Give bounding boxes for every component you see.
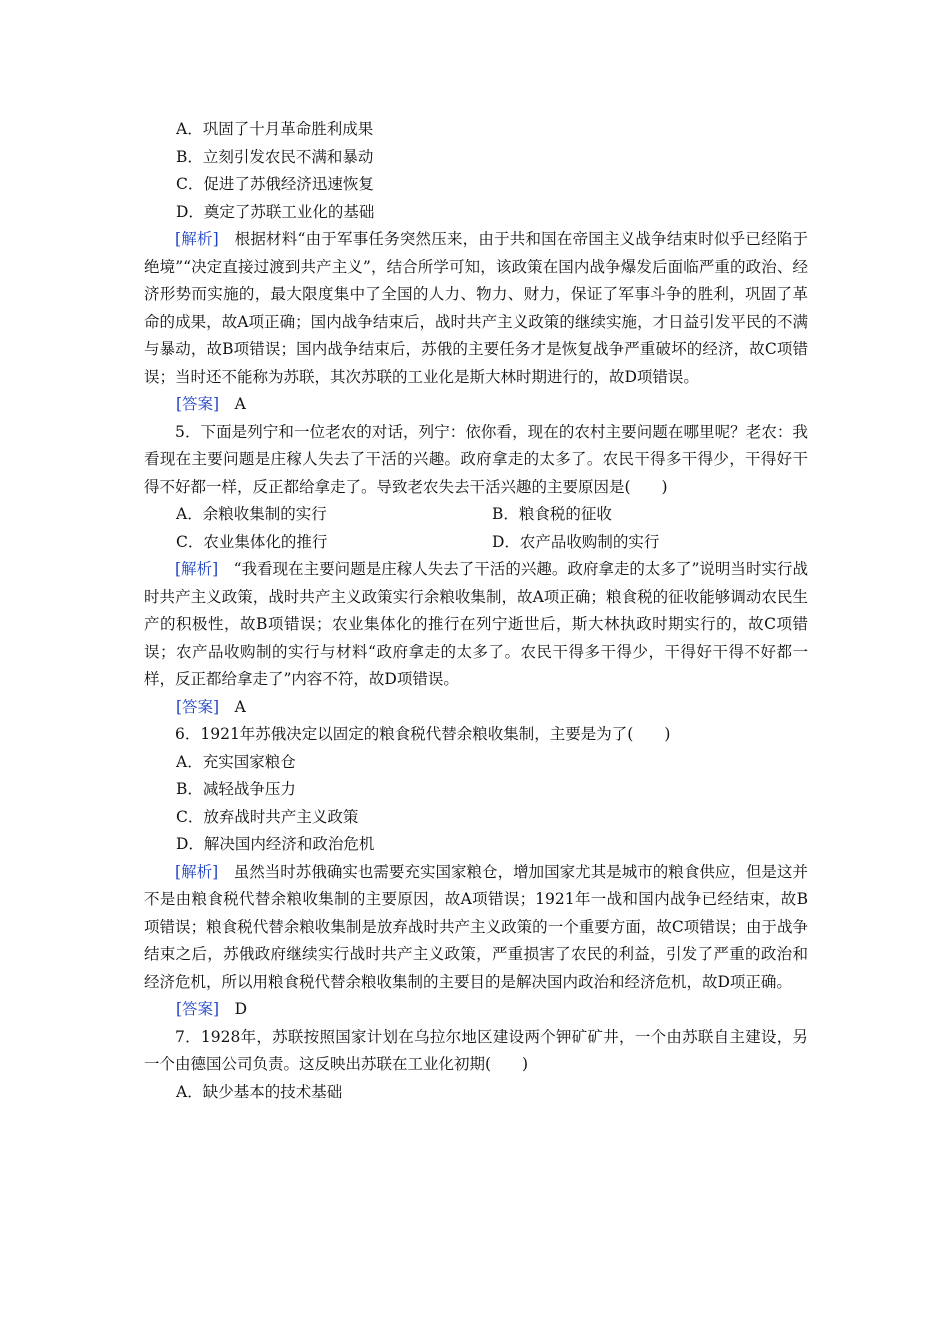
- question-7: [144, 1024, 808, 1107]
- analysis: [144, 556, 808, 694]
- analysis-text: 根据材料“由于军事任务突然压来，由于共和国在帝国主义战争结束时似乎已经陷于绝境”“决定直接过渡到共产主义”，结合所学可知，该政策在国内战争爆发后面临严重的政治、经济形势而实施的，最大限度集中了全国的人力、物力、财力，保证了军事斗争的胜利，巩固了革命的成果，故A项正确；国内战争结束后，战时共产主义政策的继续实施，才日益引发平民的不满与暴动，故B项错误；国内战争结束后，苏俄的主要任务才是恢复战争严重破坏的经济，故C项错误；当时还不能称为苏联，其次苏联的工业化是斯大林时期进行的，故D项错误。: [144, 230, 808, 386]
- option-a: A．缺少基本的技术基础: [176, 1082, 343, 1101]
- option-a: A．充实国家粮仓: [176, 752, 296, 771]
- answer-tag: [答案]: [176, 1000, 220, 1018]
- answer: [144, 694, 808, 722]
- option-c: C．放弃战时共产主义政策: [176, 807, 359, 826]
- option-d: D．农产品收购制的实行: [492, 532, 660, 551]
- option-a: A．巩固了十月革命胜利成果: [176, 120, 374, 138]
- option-d: D．解决国内经济和政治危机: [176, 835, 375, 853]
- question-stem: 5．下面是列宁和一位老农的对话，列宁：依你看，现在的农村主要问题在哪里呢？老农：我看现在主要问题是庄稼人失去了干活的兴趣。政府拿走的太多了。农民干得多干得少，干得好干得不好都一样，反正都给拿走了。导致老农失去干活兴趣的主要原因是( ): [144, 422, 808, 496]
- question-5: [144, 419, 808, 722]
- question-6: [144, 721, 808, 1024]
- answer-value: D: [234, 1000, 248, 1018]
- question-4: [144, 116, 808, 419]
- question-stem: 6．1921年苏俄决定以固定的粮食税代替余粮收集制，主要是为了( ): [175, 725, 671, 743]
- option-b: B．粮食税的征收: [492, 505, 612, 523]
- analysis: [144, 859, 808, 997]
- answer-tag: [答案]: [176, 697, 220, 716]
- option-c: C．促进了苏俄经济迅速恢复: [176, 175, 374, 193]
- option-row: [144, 501, 808, 529]
- option-row: [144, 529, 808, 557]
- option-b: B．减轻战争压力: [176, 780, 296, 798]
- question-stem: 7．1928年，苏联按照国家计划在乌拉尔地区建设两个钾矿矿井，一个由苏联自主建设，另一个由德国公司负责。这反映出苏联在工业化初期( ): [144, 1027, 808, 1073]
- option-c: C．农业集体化的推行: [176, 532, 328, 551]
- answer: [144, 996, 808, 1024]
- option-a: A．余粮收集制的实行: [176, 505, 327, 523]
- answer-value: A: [234, 697, 246, 716]
- answer-tag: [答案]: [176, 395, 220, 413]
- analysis: [144, 226, 808, 391]
- analysis-text: “我看现在主要问题是庄稼人失去了干活的兴趣。政府拿走的太多了”说明当时实行战时共产主义政策，战时共产主义政策实行余粮收集制，故A项正确；粮食税的征收能够调动农民生产的积极性，故B项错误；农业集体化的推行在列宁逝世后，斯大林执政时期实行的，故C项错误；农产品收购制的实行与材料“政府拿走的太多了。农民干得多干得少，干得好干得不好都一样，反正都给拿走了”内容不符，故D项错误。: [144, 560, 808, 688]
- answer-value: A: [234, 395, 246, 413]
- analysis-text: 虽然当时苏俄确实也需要充实国家粮仓，增加国家尤其是城市的粮食供应，但是这并不是由粮食税代替余粮收集制的主要原因，故A项错误；1921年一战和国内战争已经结束，故B项错误；粮食税代替余粮收集制是放弃战时共产主义政策的一个重要方面，故C项错误；由于战争结束之后，苏俄政府继续实行战时共产主义政策，严重损害了农民的利益，引发了严重的政治和经济危机，所以用粮食税代替余粮收集制的主要目的是解决国内政治和经济危机，故D项正确。: [144, 862, 808, 991]
- document-page: [144, 116, 808, 1106]
- answer: [144, 391, 808, 419]
- analysis-tag: [解析]: [175, 230, 219, 248]
- analysis-tag: [解析]: [175, 862, 219, 881]
- option-b: B．立刻引发农民不满和暴动: [176, 147, 374, 166]
- analysis-tag: [解析]: [175, 560, 219, 578]
- option-d: D．奠定了苏联工业化的基础: [176, 202, 375, 221]
